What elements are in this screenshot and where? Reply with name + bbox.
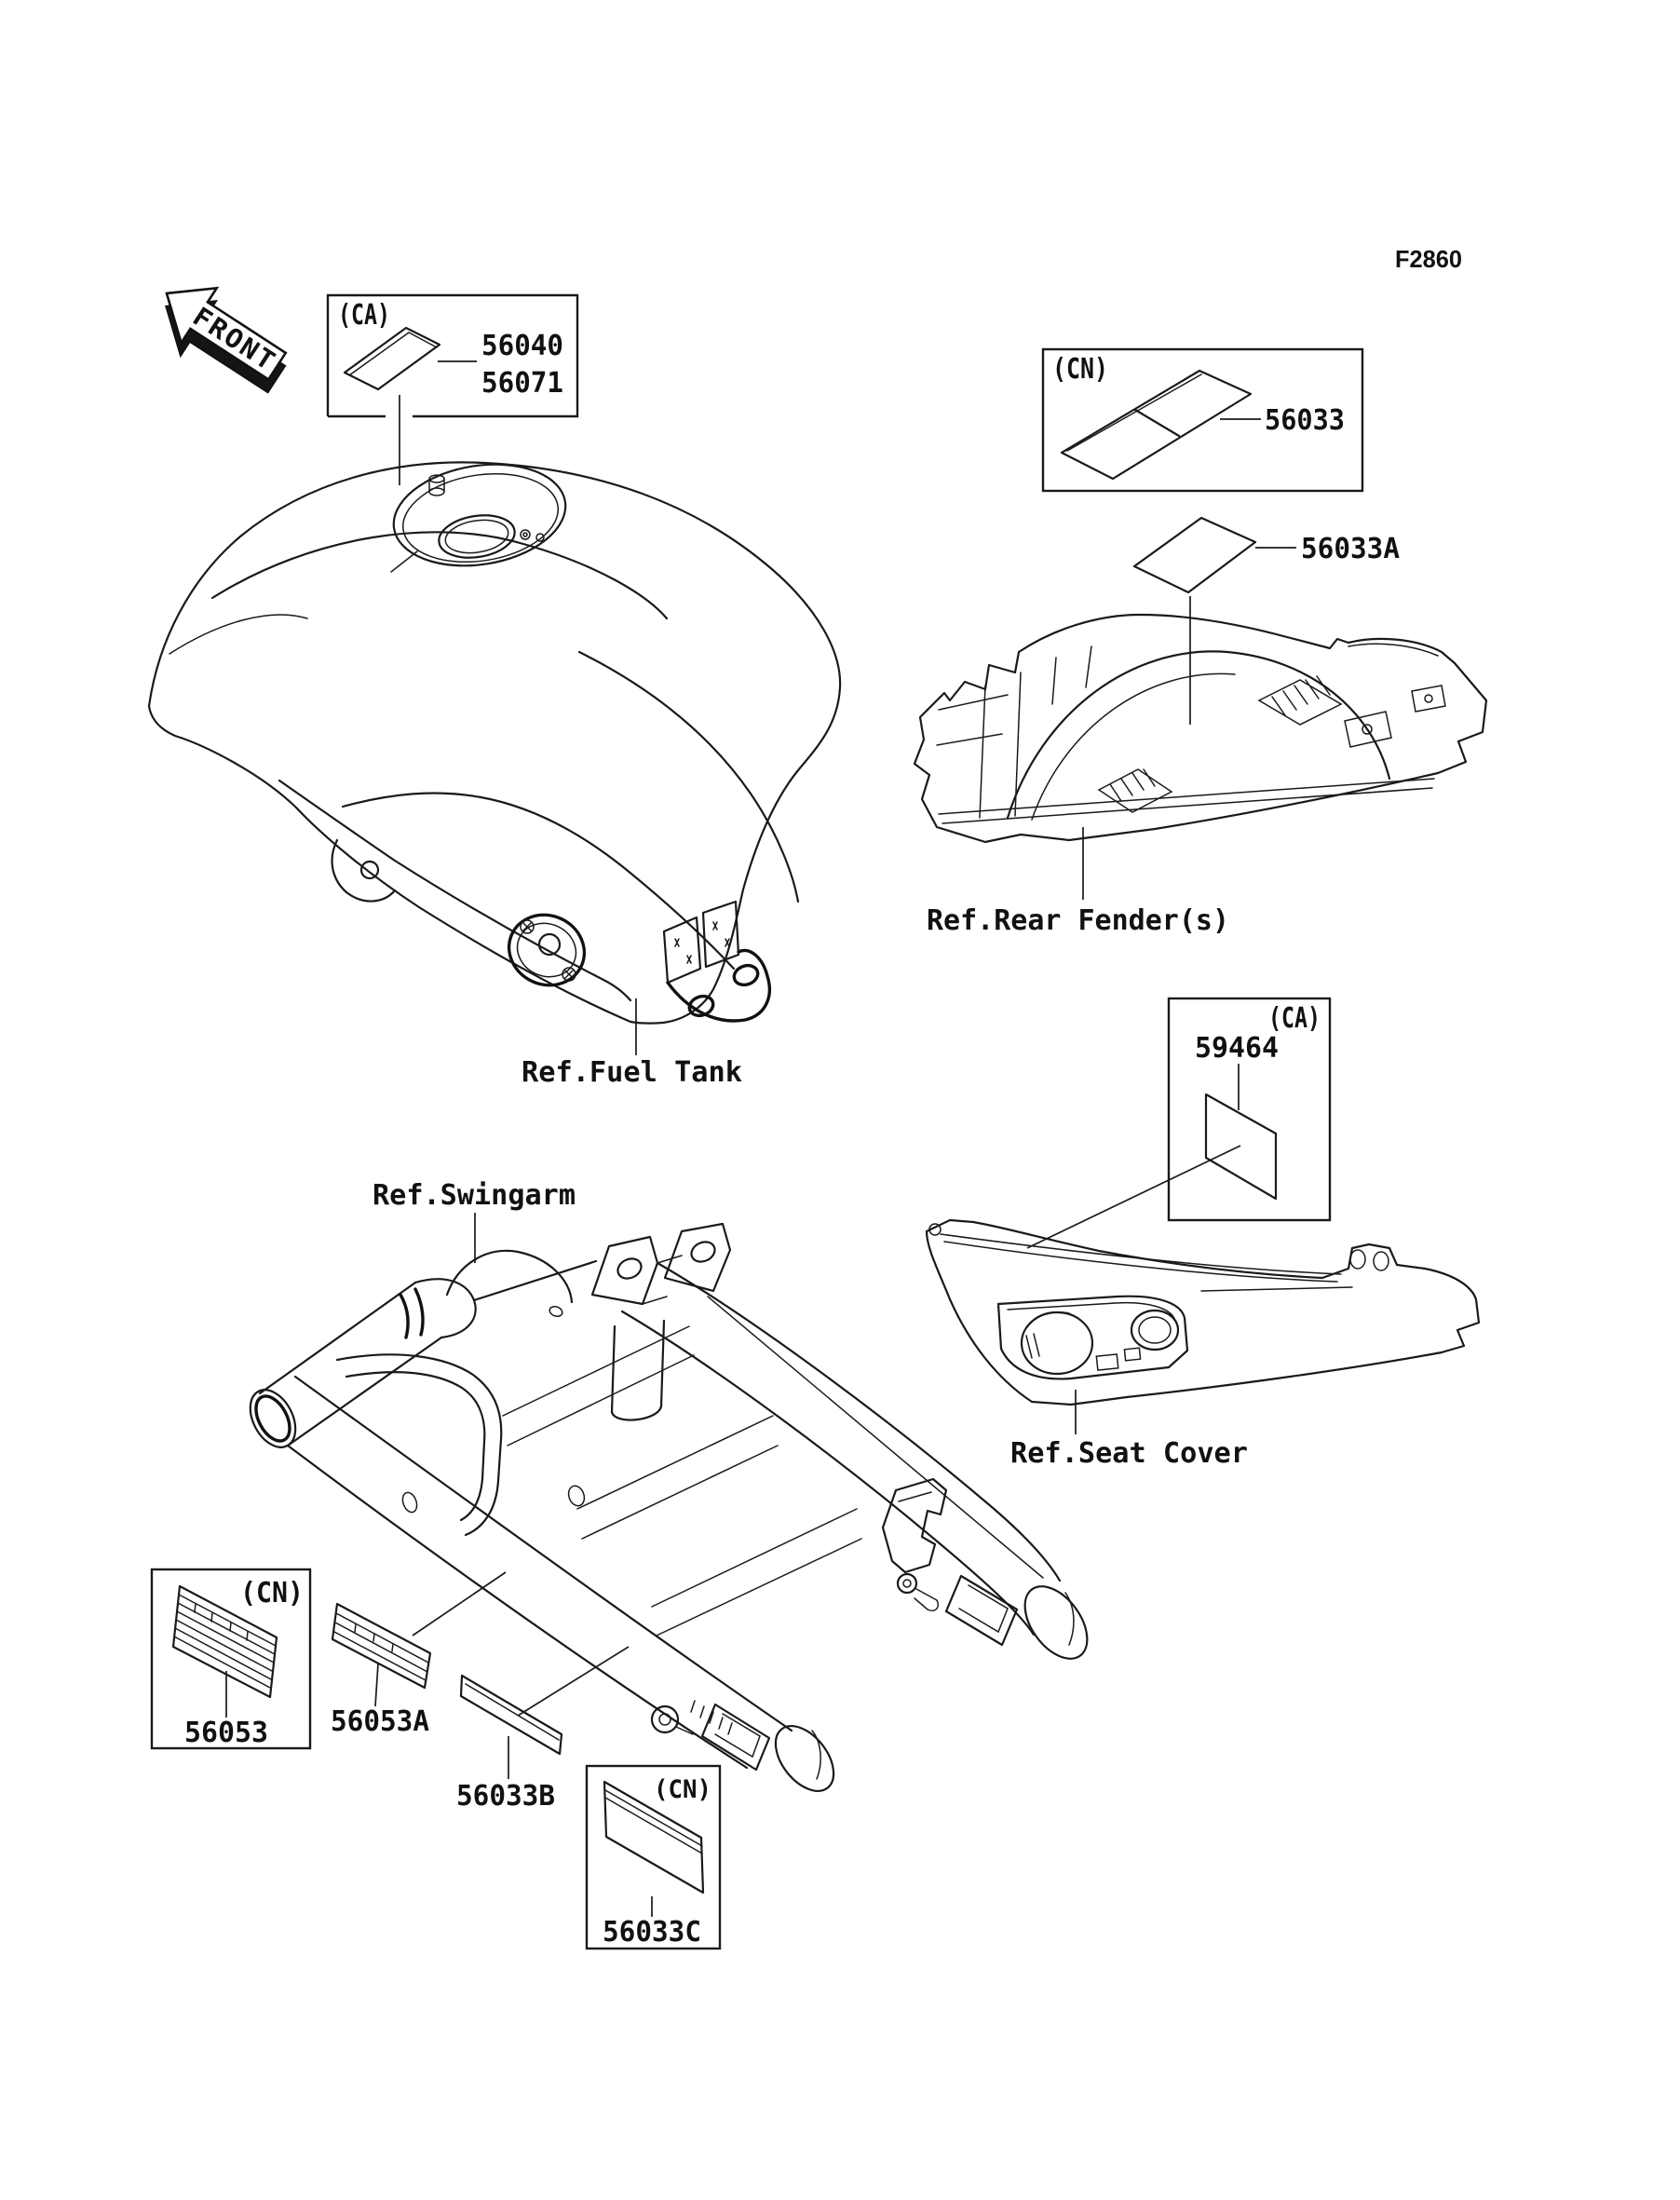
callout-box-fuel-tank — [328, 295, 577, 485]
part-number-56053: 56053 — [184, 1717, 268, 1749]
rear-fender-drawing — [915, 615, 1486, 900]
region-code-cn-swingarm: (CN) — [240, 1577, 304, 1609]
label-glyph-fender — [1062, 371, 1251, 479]
figure-code: F2860 — [1395, 245, 1462, 273]
callout-swingarm-a — [331, 1572, 506, 1738]
region-code-ca-tank: (CA) — [338, 299, 390, 332]
region-code-ca-seat: (CA) — [1268, 1002, 1321, 1035]
part-number-56033: 56033 — [1265, 404, 1345, 437]
part-number-56040: 56040 — [481, 330, 563, 362]
callout-box-swingarm — [152, 1569, 310, 1749]
part-number-56053a: 56053A — [331, 1705, 429, 1738]
fuel-filler-ring — [386, 453, 573, 577]
leader-swingarm-a — [413, 1572, 506, 1636]
fender-coil-detail-bottom — [1099, 769, 1172, 812]
ref-rear-fender: Ref.Rear Fender(s) — [927, 904, 1229, 937]
front-direction-arrow — [142, 266, 301, 406]
region-code-cn-c: (CN) — [654, 1775, 711, 1804]
leader-swingarm-b — [518, 1647, 629, 1716]
part-number-56071: 56071 — [481, 367, 563, 400]
leader-seat-label — [1027, 1146, 1240, 1248]
label-glyph-seat — [1206, 1094, 1276, 1199]
seat-cover-opening — [998, 1297, 1187, 1379]
part-number-59464: 59464 — [1195, 1032, 1279, 1065]
region-code-cn-fender: (CN) — [1052, 353, 1108, 386]
part-number-56033a: 56033A — [1301, 533, 1400, 565]
callout-rear-fender-a — [1134, 518, 1400, 725]
part-number-56033b: 56033B — [456, 1780, 555, 1813]
label-glyph-tank — [345, 328, 440, 389]
part-number-56033c: 56033C — [603, 1916, 701, 1949]
callout-box-seat-cover — [1027, 998, 1330, 1248]
ref-swingarm: Ref.Swingarm — [373, 1179, 576, 1212]
tank-rear-bracket — [664, 902, 769, 1021]
callout-box-swingarm-c — [587, 1766, 720, 1949]
fender-coil-detail-top — [1259, 676, 1341, 725]
seat-cover-drawing — [927, 1220, 1479, 1434]
front-arrow-label: FRONT — [187, 301, 278, 375]
ref-fuel-tank: Ref.Fuel Tank — [522, 1056, 742, 1089]
fuel-tank-drawing — [149, 453, 840, 1055]
callout-box-rear-fender — [1043, 349, 1362, 491]
ref-seat-cover: Ref.Seat Cover — [1010, 1437, 1248, 1470]
